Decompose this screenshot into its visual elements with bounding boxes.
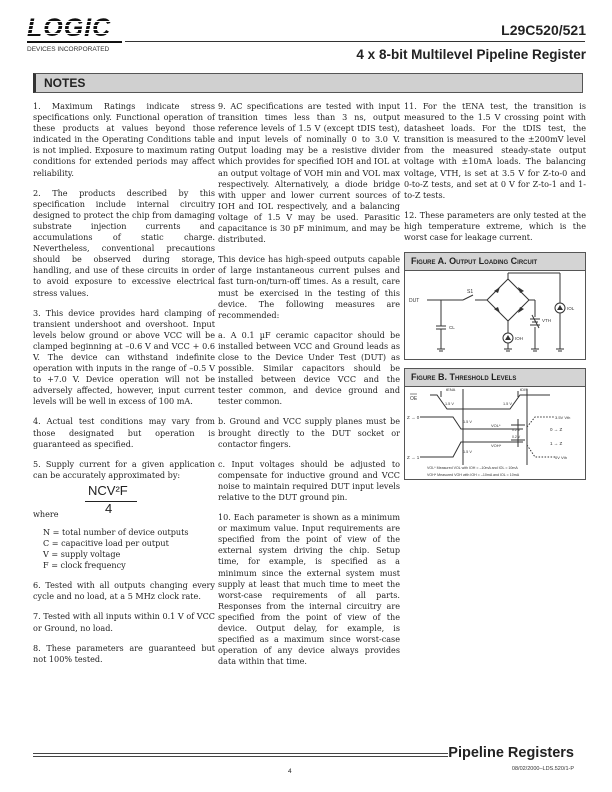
section-title: NOTES — [44, 76, 86, 90]
formula-denominator: 4 — [105, 500, 113, 516]
page-number: 4 — [288, 768, 292, 775]
svg-text:3.5V Vth: 3.5V Vth — [555, 415, 571, 421]
svg-text:VOL*: VOL* — [491, 423, 501, 429]
section-header — [33, 73, 583, 93]
svg-text:1.5 V: 1.5 V — [503, 402, 512, 407]
svg-text:0V Vth: 0V Vth — [555, 455, 568, 461]
definition-item: N = total number of device outputs — [43, 526, 189, 537]
svg-text:OE: OE — [410, 396, 418, 403]
svg-text:Z → 1: Z → 1 — [407, 455, 420, 461]
note-9-testing: This device has high-speed outputs capable of large instantaneous current pulses and fast turn-on/turn-off times. As a result, care must be exercised in the testing of this device. The following measures are recommended: — [218, 254, 400, 320]
part-number: L29C520/521 — [501, 22, 586, 38]
note-12: 12. These parameters are only tested at the high temperature extreme, which is the worst case for leakage current. — [404, 209, 586, 243]
note-4: 4. Actual test conditions may vary from those designated but operation is guaranteed as specified. — [33, 416, 215, 449]
note-9-c: c. Input voltages should be adjusted to compensate for inductive ground and VCC noise to maintain required DUT input levels relative to the DUT ground pin. — [218, 458, 400, 502]
definition-item: C = capacitive load per output — [43, 538, 169, 548]
svg-text:0.2 V: 0.2 V — [512, 428, 521, 433]
footer-rule — [33, 753, 448, 754]
notes-column-1 — [33, 101, 215, 674]
note-5: 5. Supply current for a given application can be accurately approximated by: — [33, 458, 215, 480]
svg-text:IOL: IOL — [567, 306, 575, 312]
formula-where: where — [33, 508, 59, 519]
footer-title: Pipeline Registers — [448, 745, 574, 761]
notes-column-2 — [218, 101, 400, 676]
header-rule — [125, 41, 585, 42]
note-3: 3. This device provides hard clamping of transient undershoot and overshoot. Input levels below ground or above VCC will be clamped beginning at –0.6 V and VCC + 0.6 V. The device can withstand indefinite operation with inputs in the range of –0.5 V to +7.0 V. Device operation will not be adversely affected, however, input current levels will be well in excess of 100 mA. — [33, 307, 215, 407]
formula-definitions — [43, 527, 215, 571]
note-9-b: b. Ground and VCC supply planes must be brought directly to the DUT socket or contactor fingers. — [218, 416, 400, 449]
svg-text:1.5 V: 1.5 V — [445, 402, 454, 407]
figure-b-threshold-levels — [404, 368, 586, 480]
note-9-a: a. A 0.1 µF ceramic capacitor should be installed between VCC and Ground leads as close to the Device Under Test (DUT) as possible. Similar capacitors should be installed between device VCC and the tester common, and device ground and tester common. — [218, 329, 400, 407]
definition-item: F = clock frequency — [43, 560, 126, 571]
supply-current-formula — [33, 482, 215, 521]
svg-text:0.2 V: 0.2 V — [512, 435, 521, 440]
svg-text:S1: S1 — [467, 289, 474, 296]
svg-text:VOL* Measured VOL with IOH =: VOL* Measured VOL with IOH = –10mA and IOL = 10mA — [427, 466, 518, 471]
svg-text:DUT: DUT — [409, 298, 420, 305]
note-1: 1. Maximum Ratings indicate stress specifications only. Functional operation of these products at values beyond those indicated in the Operating Conditions table is not implied. Exposure to maximum rating conditions for extended periods may affect reliability. — [33, 101, 215, 178]
document-code: 08/02/2000–LDS.520/1-P — [511, 766, 574, 772]
svg-text:CL: CL — [449, 325, 455, 331]
figure-a-output-loading-circuit — [404, 252, 586, 360]
document-subtitle: 4 x 8-bit Multilevel Pipeline Register — [356, 47, 586, 62]
note-11: 11. For the tENA test, the transition is measured to the 1.5 V crossing point with datasheet loads. For the tDIS test, the transition is measured to the ±200mV level from the measured steady-state output voltage with ±10mA loads. The balancing voltage, VTH, is set at 3.5 V for Z-to-0 and 0-to-Z tests, and set at 0 V for Z-to-1 and 1-to-Z tests. — [404, 101, 586, 200]
company-name: DEVICES INCORPORATED — [27, 46, 110, 53]
threshold-levels-diagram — [405, 387, 584, 479]
svg-text:VOH* Measured VOH with IOH =: VOH* Measured VOH with IOH = –10mA and IOL = 10mA — [427, 473, 520, 478]
company-logo: LOGIC — [27, 14, 112, 42]
output-loading-circuit-diagram — [405, 271, 584, 359]
svg-text:IOH: IOH — [515, 336, 524, 342]
note-10: 10. Each parameter is shown as a minimum or maximum value. Input requirements are specified from the point of view of the external system driving the chip. Setup time, for example, is specified as a minimum since the external system must supply at least that much time to meet the worst-case requirements of all parts. Responses from the internal circuitry are specified from the point of view of the device. Output delay, for example, is specified as a maximum since worst-case operation of any device always provides data within that time. — [218, 512, 400, 667]
figure-a-title: Figure A. Output Loading Circuit — [405, 253, 585, 271]
svg-text:1 → Z: 1 → Z — [550, 441, 563, 447]
svg-text:1.5 V: 1.5 V — [463, 450, 472, 455]
note-2: 2. The products described by this specification include internal circuitry designed to protect the chip from damaging substrate injection currents and accumulations of static charge. Nevertheless, conventional precautions should be observed during storage, handling, and use of these circuits in order to avoid exposure to excessive electrical stress values. — [33, 187, 215, 298]
footer-rule — [33, 756, 448, 757]
svg-text:1.5 V: 1.5 V — [463, 420, 472, 425]
note-7: 7. Tested with all inputs within 0.1 V of VCC or Ground, no load. — [33, 611, 215, 633]
note-8: 8. These parameters are guaranteed but not 100% tested. — [33, 642, 215, 664]
svg-text:VOH*: VOH* — [491, 443, 502, 449]
note-9: 9. AC specifications are tested with input transition times less than 3 ns, output reference levels of 1.5 V (except tDIS test), and input levels of nominally 0 to 3.0 V. Output loading may be a resistive divider which provides for specified IOH and IOL at an output voltage of VOH min and VOL max respectively. Alternatively, a diode bridge with upper and lower current sources of IOH and IOL respectively, and a balancing voltage of 1.5 V may be used. Parasitic capacitance is 30 pF minimum, and may be distributed. — [218, 101, 400, 245]
logo-underline — [27, 41, 122, 43]
svg-text:0 → Z: 0 → Z — [550, 427, 563, 433]
note-6: 6. Tested with all outputs changing every cycle and no load, at a 5 MHz clock rate. — [33, 580, 215, 602]
svg-text:tDIS: tDIS — [520, 387, 528, 393]
svg-text:tENA: tENA — [446, 387, 456, 393]
notes-column-3 — [404, 101, 586, 488]
formula-numerator: NCV²F — [88, 482, 128, 498]
svg-text:VTH: VTH — [542, 318, 551, 324]
svg-text:Z → 0: Z → 0 — [407, 415, 420, 421]
definition-item: V = supply voltage — [43, 549, 121, 560]
figure-b-title: Figure B. Threshold Levels — [405, 369, 585, 387]
